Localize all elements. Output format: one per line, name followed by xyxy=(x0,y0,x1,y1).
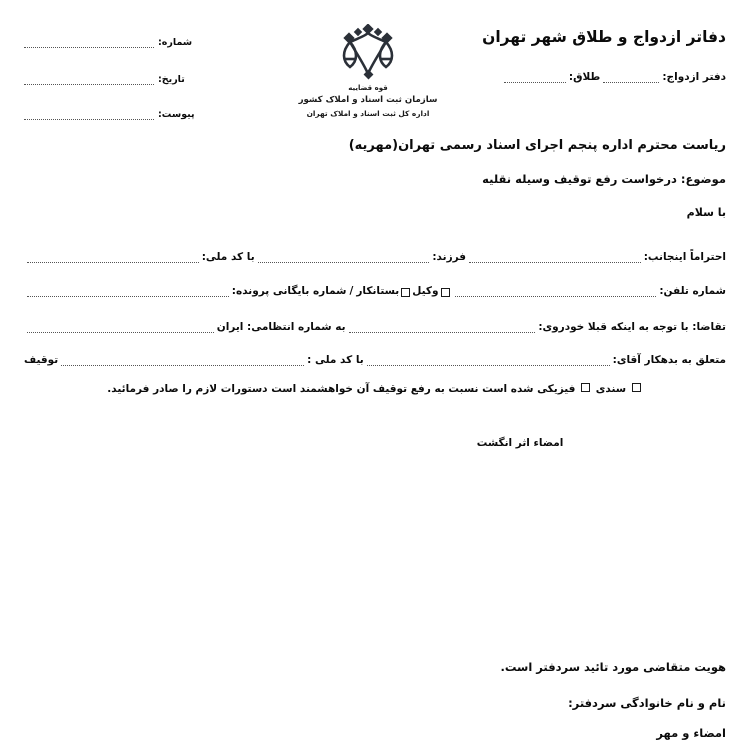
seal-label: امضاء و مهر xyxy=(656,726,726,740)
documentary-checkbox[interactable] xyxy=(632,383,641,392)
notary-name-label: نام و نام خانوادگی سردفتر: xyxy=(568,696,726,710)
creditor-label: بستانکار xyxy=(356,285,400,297)
debtor-national-id-input[interactable] xyxy=(61,365,304,366)
verification-statement: هویت متقاضی مورد تائید سردفتر است. xyxy=(500,660,726,674)
physical-checkbox[interactable] xyxy=(581,383,590,392)
father-input[interactable] xyxy=(258,262,430,263)
seized-label: توقیف xyxy=(24,354,59,366)
attorney-checkbox[interactable] xyxy=(441,288,450,297)
applicant-input[interactable] xyxy=(469,262,641,263)
seizure-type-paragraph xyxy=(24,383,726,395)
national-id-label: با کد ملی: xyxy=(201,251,255,263)
creditor-checkbox[interactable] xyxy=(401,288,410,297)
header-office-fields xyxy=(501,72,726,83)
judiciary-scales-emblem-icon xyxy=(337,24,399,82)
emblem-caption-line2: سازمان ثبت اسناد و املاک کشور xyxy=(298,95,438,106)
debtor-label: متعلق به بدهکار آقای: xyxy=(612,354,726,366)
plate-input[interactable] xyxy=(27,332,214,333)
debtor-input[interactable] xyxy=(367,365,610,366)
divorce-input[interactable] xyxy=(504,82,566,83)
national-id-input[interactable] xyxy=(27,262,199,263)
request-label: تقاضا: با توجه به اینکه قبلا خودروی: xyxy=(538,321,726,333)
row2-separator: / xyxy=(349,285,354,297)
form-row-phone-case xyxy=(24,286,726,297)
meta-date-label: تاریخ: xyxy=(158,74,185,85)
form-row-request xyxy=(24,322,726,333)
emblem-caption-line3: اداره کل ثبت اسناد و املاک تهران xyxy=(306,109,430,119)
meta-date-row xyxy=(24,75,185,85)
form-row-debtor xyxy=(24,355,726,366)
phone-input[interactable] xyxy=(455,296,657,297)
paragraph-text: شده است نسبت به رفع توقیف آن خواهشمند است دستورات لازم را صادر فرمائید. xyxy=(107,383,534,395)
page-title: دفاتر ازدواج و طلاق شهر تهران xyxy=(482,28,726,46)
meta-attachment-label: پیوست: xyxy=(158,109,195,120)
meta-number-input[interactable] xyxy=(24,47,154,48)
case-file-label: شماره بایگانی پرونده: xyxy=(231,285,347,297)
emblem-block xyxy=(268,24,468,119)
applicant-label: احتراماً اینجانب: xyxy=(643,251,726,263)
addressee-line: ریاست محترم اداره پنجم اجرای اسناد رسمی تهران(مهریه) xyxy=(348,138,726,153)
subject-label: موضوع: xyxy=(680,172,726,186)
plate-label: به شماره انتظامی: ایران xyxy=(216,321,346,333)
signature-label: امضاء اثر انگشت xyxy=(476,437,564,449)
meta-date-input[interactable] xyxy=(24,84,154,85)
meta-number-row xyxy=(24,38,192,48)
emblem-caption-line1: قوه قضاییه xyxy=(348,84,388,92)
marriage-office-input[interactable] xyxy=(603,82,659,83)
meta-number-label: شماره: xyxy=(158,37,193,48)
case-file-input[interactable] xyxy=(27,296,229,297)
meta-attachment-row xyxy=(24,110,195,120)
documentary-label: سندی xyxy=(595,383,627,395)
vehicle-input[interactable] xyxy=(349,332,536,333)
phone-label: شماره تلفن: xyxy=(659,285,726,297)
subject-line xyxy=(482,172,726,186)
signature-area xyxy=(0,437,750,449)
divorce-label: طلاق: xyxy=(568,71,601,83)
attorney-label: وکیل xyxy=(412,285,439,297)
meta-attachment-input[interactable] xyxy=(24,119,154,120)
debtor-national-id-label: با کد ملی : xyxy=(307,354,364,366)
form-row-applicant xyxy=(24,252,726,263)
greeting-line: با سلام xyxy=(686,206,726,219)
marriage-office-label: دفتر ازدواج: xyxy=(662,71,726,83)
father-label: فرزند: xyxy=(432,251,467,263)
physical-label: فیزیکی xyxy=(537,383,576,395)
subject-value: درخواست رفع توقیف وسیله نقلیه xyxy=(482,172,677,186)
